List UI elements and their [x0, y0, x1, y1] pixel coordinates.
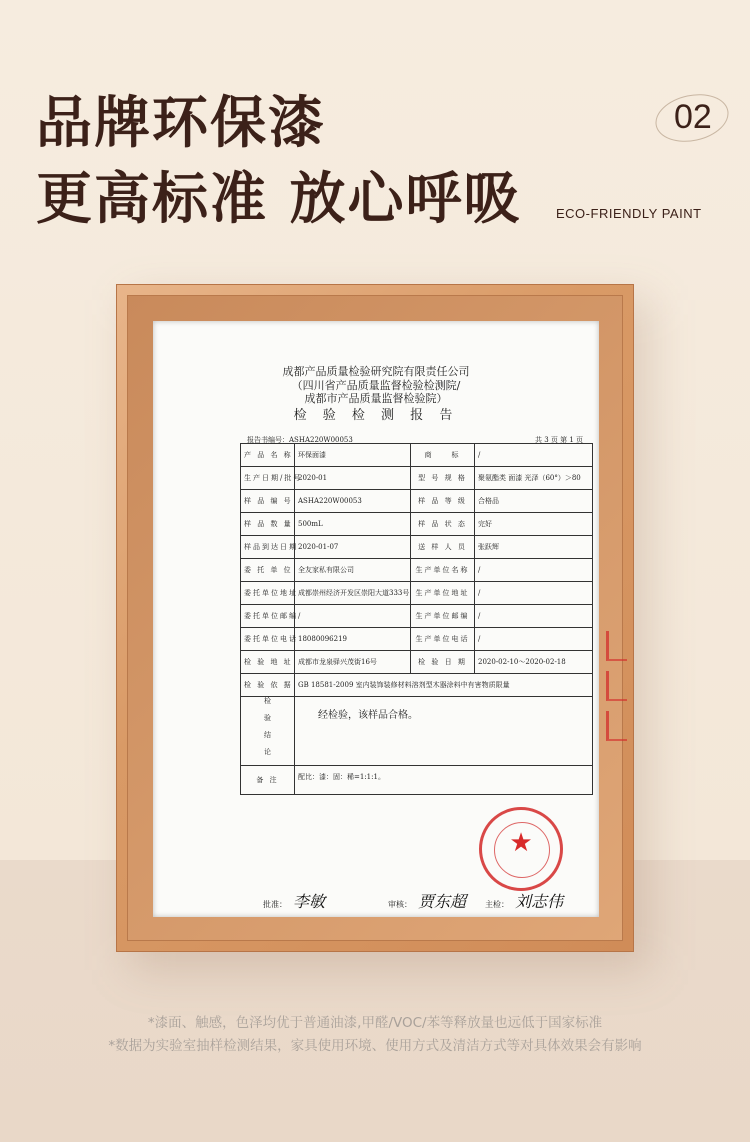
test-report-document: [153, 321, 599, 917]
row-label: 样 品 编 号: [241, 490, 295, 513]
row-value: /: [475, 605, 593, 628]
report-number: 报告书编号：ASHA220W00053: [247, 436, 353, 444]
org-line-1: 成都产品质量检验研究院有限责任公司: [282, 365, 470, 378]
lead-signature-row: [485, 889, 563, 912]
row-value: /: [475, 444, 593, 467]
row-label: 生产单位邮编: [411, 605, 475, 628]
report-title: 检 验 检 测 报 告: [293, 408, 459, 423]
official-seal: [479, 807, 563, 891]
lead-label: 主检：: [485, 900, 509, 909]
report-row: [241, 444, 593, 467]
row-value: ASHA220W00053: [295, 490, 411, 513]
org-line-2: （四川省产品质量监督检验检测院/: [291, 379, 461, 392]
row-value: 张跃辉: [475, 536, 593, 559]
seal-star-icon: ★: [509, 828, 533, 858]
row-value: 2020-01: [295, 467, 411, 490]
row-value: /: [295, 605, 411, 628]
review-signature: 贾东超: [418, 892, 467, 911]
row-value: 环保面漆: [295, 444, 411, 467]
row-value: /: [475, 582, 593, 605]
row-label: 委托单位邮编: [241, 605, 295, 628]
row-label: 生产单位地址: [411, 582, 475, 605]
headline-line-1: 品牌环保漆: [36, 91, 326, 156]
row-label: 委托单位地址: [241, 582, 295, 605]
page-info: 共 3 页 第 1 页: [535, 436, 584, 444]
report-row: [241, 467, 593, 490]
report-row: [241, 582, 593, 605]
basis-value: GB 18581-2009 室内装饰装修材料溶剂型木器涂料中有害物质限量: [295, 674, 593, 697]
row-label: 商 标: [411, 444, 475, 467]
report-row: [241, 559, 593, 582]
row-value: 合格品: [475, 490, 593, 513]
report-table: [240, 443, 593, 795]
row-label: 样 品 数 量: [241, 513, 295, 536]
review-label: 审核：: [388, 900, 412, 909]
report-row: [241, 536, 593, 559]
side-stamp-marks: [606, 621, 630, 771]
row-label: 样 品 状 态: [411, 513, 475, 536]
row-label: 检 验 日 期: [411, 651, 475, 674]
approve-label: 批准：: [263, 900, 287, 909]
headline-line-2: 更高标准 放心呼吸: [36, 167, 522, 232]
row-label: 样品到达日期: [241, 536, 295, 559]
approve-signature: 李敏: [293, 892, 326, 911]
org-line-3: 成都市产品质量监督检验院）: [304, 392, 448, 405]
row-value: 2020-01-07: [295, 536, 411, 559]
report-row: [241, 628, 593, 651]
footnote-1: *漆面、触感，色泽均优于普通油漆,甲醛/VOC/苯等释放量也远低于国家标准: [147, 1015, 603, 1031]
row-value: 500mL: [295, 513, 411, 536]
approve-signature-row: [263, 889, 325, 912]
row-label: 型 号 规 格: [411, 467, 475, 490]
picture-frame: [116, 284, 634, 952]
basis-label: 检 验 依 据: [241, 674, 295, 697]
row-label: 生产单位名称: [411, 559, 475, 582]
row-value: 聚氨酯类 面漆 光泽（60°）＞80: [475, 467, 593, 490]
row-label: 委托单位电话: [241, 628, 295, 651]
row-value: 完好: [475, 513, 593, 536]
report-row: [241, 605, 593, 628]
row-value: 18080096219: [295, 628, 411, 651]
row-value: 成都市龙泉驿兴茂街16号: [295, 651, 411, 674]
review-signature-row: [388, 889, 466, 912]
row-label: 检 验 地 址: [241, 651, 295, 674]
row-value: /: [475, 559, 593, 582]
conclusion-label: 检验结论: [263, 697, 272, 765]
row-label: 样 品 等 级: [411, 490, 475, 513]
row-value: /: [475, 628, 593, 651]
row-label: 生产单位电话: [411, 628, 475, 651]
row-label: 委 托 单 位: [241, 559, 295, 582]
row-label: 生产日期/批号: [241, 467, 295, 490]
report-row: [241, 651, 593, 674]
row-label: 送 样 人 员: [411, 536, 475, 559]
section-subtitle: ECO-FRIENDLY PAINT: [556, 206, 702, 221]
remark-value: 配比：漆：固：稀=1:1:1。: [295, 766, 593, 795]
report-row: [241, 513, 593, 536]
row-value: 全友家私有限公司: [295, 559, 411, 582]
row-value: 2020-02-10～2020-02-18: [475, 651, 593, 674]
footnote-2: *数据为实验室抽样检测结果，家具使用环境、使用方式及清洁方式等对具体效果会有影响: [108, 1038, 642, 1054]
row-value: 成都崇州经济开发区崇阳大道333号: [295, 582, 411, 605]
conclusion-value: 经检验，该样品合格。: [318, 709, 418, 721]
report-row: [241, 490, 593, 513]
row-label: 产 品 名 称: [241, 444, 295, 467]
section-number: 02: [674, 98, 712, 136]
remark-label: 备 注: [241, 766, 295, 795]
lead-signature: 刘志伟: [515, 892, 564, 911]
